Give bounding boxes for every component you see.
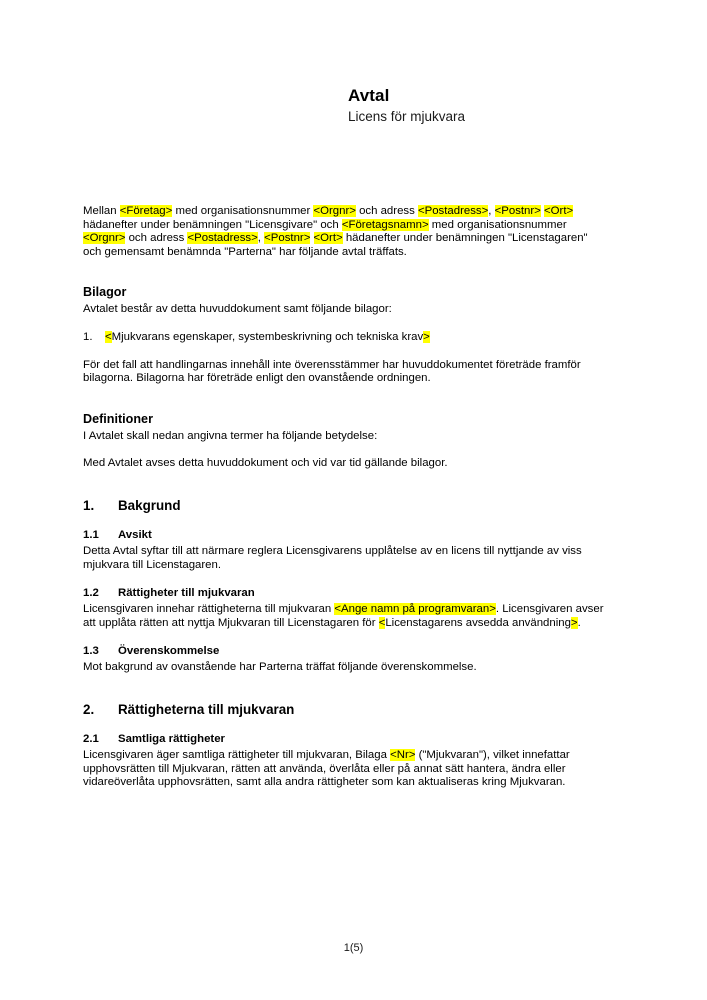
heading-definitioner: Definitioner: [83, 411, 153, 426]
spacer: [83, 345, 608, 359]
intro-text-11: hädanefter under benämningen "Licenstagaren" och gemensamt benämnda "Parterna" har följande avtal träffats.: [83, 232, 588, 258]
subsection-number: 1.1: [83, 528, 99, 541]
body-text-2: ("Mjukvaran"), vilket innefattar upphovsrätten till Mjukvaran, rätten att använda, överlåta eller på annat sätt hantera, ändra eller vidareöverlåta upphovsrätten, samt alla andra rättigheter som kan aktualiseras kring Mjukvaran.: [83, 748, 570, 789]
heading-bilagor: Bilagor: [83, 285, 127, 300]
subsection-body-2-1: [83, 749, 608, 790]
spacer: [83, 722, 608, 732]
subsection-number: 1.3: [83, 645, 99, 658]
intro-text-1: Mellan: [83, 205, 120, 217]
body-text-1: Licensgivaren äger samtliga rättigheter till mjukvaran, Bilaga: [83, 748, 391, 761]
list-item-number: 1.: [83, 330, 93, 343]
subsection-title: Överenskommelse: [118, 645, 220, 658]
spacer: [83, 471, 608, 497]
placeholder-close-bracket: >: [570, 616, 578, 629]
spacer: [83, 630, 608, 644]
body-text-1: Licensgivaren innehar rättigheterna till mjukvaran: [83, 603, 335, 616]
placeholder-close-bracket: >: [423, 330, 430, 343]
intro-text-2: med organisationsnummer: [172, 205, 314, 217]
bilaga-1-label: Mjukvarans egenskaper, systembeskrivning och tekniska krav: [111, 330, 424, 343]
page-number: 1(5): [343, 942, 364, 954]
document-body: [83, 205, 608, 790]
section-heading-1: [83, 497, 608, 514]
spacer: [83, 259, 608, 285]
placeholder-postadress-2: <Postadress>: [187, 232, 258, 245]
body-text-2: . Licensgivaren avser att upplåta rätten att nyttja Mjukvaran till Licenstagaren för: [83, 603, 604, 629]
subsection-heading-1-3: [83, 644, 608, 658]
section-title: Rättigheterna till mjukvaran: [118, 701, 295, 717]
intro-text-6: hädanefter under benämningen "Licensgivare" och: [83, 218, 342, 231]
intro-text-4: ,: [488, 205, 495, 217]
subsection-body-1-2: [83, 603, 608, 630]
section-number: 1.: [83, 497, 95, 513]
definition-avtalet: Med Avtalet avses detta huvuddokument och vid var tid gällande bilagor.: [83, 457, 448, 470]
placeholder-foretag: <Företag>: [119, 205, 173, 217]
page-subtitle: Licens för mjukvara: [348, 109, 466, 124]
placeholder-postadress-1: <Postadress>: [417, 205, 489, 217]
subsection-heading-1-2: [83, 586, 608, 600]
spacer: [83, 518, 608, 528]
section-heading-2: [83, 701, 608, 718]
subsection-body-1-1: Detta Avtal syftar till att närmare reglera Licensgivarens upplåtelse av en licens till nyttjande av viss mjukvara till Licenstagaren.: [83, 544, 582, 571]
subsection-body-1-3: Mot bakgrund av ovanstående har Parterna träffat följande överenskommelse.: [83, 661, 477, 674]
section-title: Bakgrund: [118, 497, 181, 513]
intro-text-9: ,: [257, 232, 265, 245]
subsection-heading-2-1: [83, 732, 608, 746]
list-item-text: [105, 331, 608, 345]
document-header: [348, 86, 608, 125]
placeholder-programvara: <Ange namn på programvaran>: [334, 603, 496, 616]
placeholder-open-bracket: <: [378, 616, 386, 629]
spacer: [83, 386, 608, 412]
intro-text-3: och adress: [355, 205, 418, 217]
placeholder-postnr-1: <Postnr>: [494, 205, 541, 217]
intro-paragraph: [83, 205, 608, 259]
spacer: [83, 675, 608, 701]
placeholder-anvandning-label: Licenstagarens avsedda användning: [385, 616, 571, 629]
spacer: [83, 443, 608, 457]
subsection-title: Avsikt: [118, 528, 152, 541]
subsection-heading-1-1: [83, 528, 608, 542]
list-item: [83, 331, 608, 345]
subsection-title: Rättigheter till mjukvaran: [118, 587, 255, 600]
intro-text-7: med organisationsnummer: [428, 218, 567, 231]
placeholder-ort-1: <Ort>: [544, 205, 574, 217]
section-number: 2.: [83, 701, 95, 717]
spacer: [83, 572, 608, 586]
placeholder-orgnr-1: <Orgnr>: [313, 205, 356, 217]
subsection-number: 1.2: [83, 587, 99, 600]
subsection-number: 2.1: [83, 732, 99, 745]
placeholder-open-bracket: <: [105, 330, 112, 343]
page-footer: [0, 941, 707, 955]
definitioner-intro: I Avtalet skall nedan angivna termer ha följande betydelse:: [83, 429, 378, 442]
bilagor-note: För det fall att handlingarnas innehåll inte överensstämmer har huvuddokumentet företräde framför bilagorna. Bilagorna har företräde enligt den ovanstående ordningen.: [83, 358, 581, 385]
placeholder-postnr-2: <Postnr>: [264, 232, 311, 245]
bilagor-intro: Avtalet består av detta huvuddokument samt följande bilagor:: [83, 303, 392, 316]
placeholder-orgnr-2: <Orgnr>: [83, 232, 126, 245]
spacer: [83, 317, 608, 331]
intro-text-8: och adress: [125, 232, 188, 245]
placeholder-ort-2: <Ort>: [313, 232, 343, 245]
subsection-title: Samtliga rättigheter: [118, 732, 225, 745]
placeholder-nr: <Nr>: [390, 748, 416, 761]
body-text-3: .: [577, 616, 581, 629]
placeholder-foretagsnamn: <Företagsnamn>: [341, 218, 429, 231]
page-title: Avtal: [348, 86, 390, 105]
